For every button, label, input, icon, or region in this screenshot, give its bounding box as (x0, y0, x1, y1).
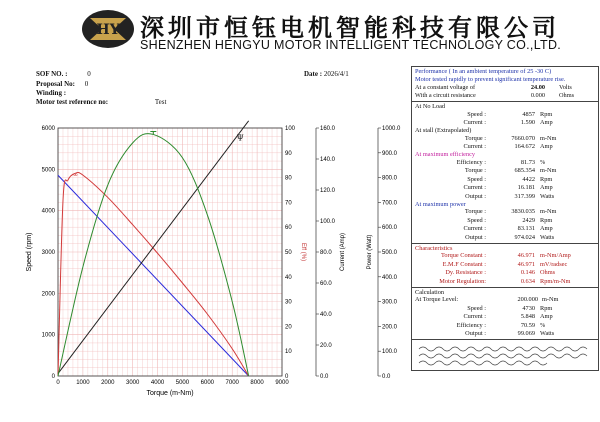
max-eff-unit: Amp (540, 184, 553, 192)
x-axis-title: Torque (m-Nm) (146, 390, 194, 397)
x-tick-label: 8000 (250, 380, 264, 386)
efficiency-tick-label: 20 (285, 324, 292, 331)
characteristics-label: E.M.F Constant : (442, 260, 486, 268)
signature-icon (415, 343, 595, 367)
stall-rows (415, 134, 595, 151)
efficiency-tick-label: 40 (285, 274, 292, 281)
characteristics-section (412, 244, 598, 288)
max-eff-row (415, 184, 595, 193)
calculation-label: Current : (463, 313, 486, 321)
characteristics-row (415, 260, 595, 269)
max-eff-unit: Rpm (540, 175, 553, 183)
test-reference: Motor test reference no: Test (36, 98, 167, 106)
no-load-unit: Amp (540, 119, 553, 127)
max-power-row (415, 208, 595, 217)
max-power-value: 2429 (522, 216, 535, 224)
power-tick-label: 700.0 (382, 200, 398, 207)
efficiency-tick-label: 30 (285, 299, 292, 306)
no-load-value: 1.590 (520, 119, 535, 127)
current-tick-label: 120.0 (320, 188, 336, 194)
characteristics-unit: Rpm/m-Nm (540, 277, 571, 285)
calculation-unit: Watts (540, 330, 555, 338)
max-efficiency-title: At maximum efficiency (415, 151, 476, 158)
max-eff-unit: % (540, 158, 546, 166)
max-eff-row (415, 175, 595, 184)
max-eff-value: 317.399 (514, 192, 535, 200)
efficiency-tick-label: 10 (285, 349, 292, 356)
circuit-resistance: With a circuit resistance 0.000 Ohms (415, 92, 575, 100)
efficiency-tick-label: 50 (285, 250, 292, 256)
calculation-row (415, 313, 595, 322)
stall-value: 7660.070 (511, 134, 535, 142)
x-tick-label: 5000 (175, 380, 190, 386)
speed-tick-label: 3000 (41, 250, 55, 256)
max-efficiency-rows (415, 158, 595, 201)
power-tick-label: 1000.0 (382, 126, 401, 132)
stall-unit: Amp (540, 143, 553, 151)
calculation-rows (415, 304, 595, 338)
test-date: Date : 2026/4/1 (304, 70, 349, 78)
characteristics-unit: Ohms (540, 269, 556, 277)
stall-label: Current : (463, 143, 486, 151)
max-power-value: 83.131 (517, 225, 535, 233)
x-tick-label: 2000 (101, 380, 115, 386)
x-tick-label: 7000 (225, 380, 239, 386)
efficiency-tick-label: 60 (285, 225, 292, 232)
current-tick-label: 20.0 (320, 343, 332, 349)
max-power-label: Torque : (464, 208, 486, 216)
no-load-unit: Rpm (540, 110, 553, 118)
max-eff-label: Efficiency : (456, 158, 486, 166)
signature-scribble (412, 340, 598, 370)
characteristics-row (415, 277, 595, 286)
efficiency-tick-label: 70 (285, 200, 292, 207)
max-eff-label: Current : (463, 184, 486, 192)
performance-panel (411, 66, 599, 371)
max-power-title: At maximum power (415, 200, 466, 208)
proposal-number: Proposal No: 0 (36, 80, 89, 88)
x-tick-label: 9000 (275, 380, 289, 386)
characteristics-row (415, 269, 595, 278)
max-power-unit: m-Nm (540, 208, 557, 216)
characteristics-row (415, 252, 595, 261)
svg-text:HY: HY (96, 22, 120, 38)
stall-unit: m-Nm (540, 134, 557, 142)
max-power-label: Speed : (467, 216, 486, 224)
calculation-label: Speed : (467, 304, 486, 312)
calculation-unit: Rpm (540, 304, 553, 312)
power-tick-label: 800.0 (382, 175, 398, 182)
current-end-marker: Ψ (236, 133, 244, 143)
max-power-row (415, 225, 595, 234)
calculation-value: 70.59 (520, 321, 535, 329)
max-power-unit: Watts (540, 233, 555, 241)
max-eff-unit: Watts (540, 192, 555, 200)
max-eff-label: Speed : (467, 175, 486, 183)
efficiency-tick-label: 90 (285, 150, 292, 157)
performance-title: Performance ( In an ambient temperature of 25 -30 C) (415, 68, 552, 75)
max-eff-value: 4422 (522, 175, 535, 183)
x-tick-label: 0 (56, 380, 60, 386)
stall-row (415, 143, 595, 152)
winding: Winding : (36, 89, 67, 97)
power-tick-label: 200.0 (382, 324, 398, 331)
efficiency-tick-label: 100 (285, 126, 296, 132)
current-tick-label: 160.0 (320, 126, 336, 132)
max-efficiency-marker: ∞ (73, 171, 79, 179)
max-power-value: 974.024 (514, 233, 535, 241)
characteristics-value: 46.971 (517, 260, 535, 268)
max-power-label: Output : (465, 233, 486, 241)
company-name-en: SHENZHEN HENGYU MOTOR INTELLIGENT TECHNOLOGY CO.,LTD. (140, 38, 562, 52)
characteristics-label: Torque Constant : (440, 252, 486, 260)
characteristics-label: Dy. Resistance : (445, 269, 486, 277)
max-eff-label: Output : (465, 192, 486, 200)
stall-label: Torque : (464, 134, 486, 142)
max-power-row (415, 216, 595, 225)
no-load-row (415, 110, 595, 119)
characteristics-unit: mV/radsec (540, 260, 568, 268)
current-axis-title: Current (Amp) (340, 232, 346, 272)
no-load-rows (415, 110, 595, 127)
performance-header (412, 67, 598, 102)
speed-tick-label: 4000 (41, 208, 55, 215)
max-power-value: 3830.035 (511, 208, 535, 216)
calculation-row (415, 304, 595, 313)
operating-points (412, 102, 598, 244)
speed-tick-label: 6000 (41, 126, 55, 132)
efficiency-axis-title: Eff (%) (300, 242, 306, 262)
stall-value: 164.672 (514, 143, 535, 151)
no-load-row (415, 119, 595, 128)
calculation-label: Efficiency : (456, 321, 486, 329)
no-load-label: Current : (463, 119, 486, 127)
stall-row (415, 134, 595, 143)
company-name-cn: 深圳市恒钰电机智能科技有限公司 (140, 14, 560, 42)
characteristics-unit: m-Nm/Amp (540, 252, 571, 260)
x-tick-label: 4000 (150, 380, 165, 386)
current-tick-label: 100.0 (320, 219, 336, 225)
characteristics-rows (415, 252, 595, 286)
power-tick-label: 100.0 (382, 349, 398, 356)
performance-chart (0, 115, 410, 405)
max-eff-unit: m-Nm (540, 167, 557, 175)
efficiency-tick-label: 80 (285, 175, 292, 182)
max-power-label: Current : (463, 225, 486, 233)
speed-tick-label: 5000 (41, 167, 55, 174)
max-power-rows (415, 208, 595, 242)
characteristics-value: 0.634 (520, 277, 535, 285)
max-eff-label: Torque : (464, 167, 486, 175)
calculation-row (415, 330, 595, 339)
no-load-label: Speed : (467, 110, 486, 118)
speed-tick-label: 2000 (41, 291, 55, 298)
speed-axis-title: Speed (rpm) (26, 232, 33, 272)
no-load-value: 4857 (522, 110, 535, 118)
calculation-value: 5.848 (520, 313, 535, 321)
max-power-unit: Rpm (540, 216, 553, 224)
x-tick-label: 6000 (200, 380, 215, 386)
power-tick-label: 500.0 (382, 250, 398, 256)
max-eff-row (415, 167, 595, 176)
power-axis-title: Power (Watt) (367, 234, 373, 270)
max-power-unit: Amp (540, 225, 553, 233)
calculation-value: 4730 (522, 304, 535, 312)
characteristics-value: 46.971 (517, 252, 535, 260)
power-tick-label: 300.0 (382, 299, 398, 306)
power-tick-label: 600.0 (382, 225, 398, 232)
current-tick-label: 40.0 (320, 312, 332, 318)
speed-tick-label: 0 (51, 374, 55, 380)
calculation-row (415, 321, 595, 330)
x-tick-label: 3000 (125, 380, 140, 386)
constant-voltage: At a constant voltage of 24.00 Volts (415, 83, 572, 91)
max-eff-row (415, 192, 595, 201)
characteristics-value: 0.146 (520, 269, 535, 277)
speed-tick-label: 1000 (41, 332, 55, 339)
power-tick-label: 900.0 (382, 150, 398, 157)
current-tick-label: 80.0 (320, 250, 332, 256)
calculation-torque-level: At Torque Level: 200.000 m-Nm (415, 296, 559, 304)
max-power-row (415, 233, 595, 242)
company-logo-icon (80, 8, 136, 50)
max-eff-value: 685.354 (514, 167, 535, 175)
no-load-title: At No Load (415, 103, 446, 110)
max-eff-value: 81.73 (520, 158, 535, 166)
characteristics-label: Motor Regulation: (439, 277, 486, 285)
report-header (0, 0, 600, 60)
current-tick-label: 60.0 (320, 281, 332, 287)
calculation-unit: Amp (540, 313, 553, 321)
power-tick-label: 400.0 (382, 274, 398, 281)
power-tick-label: 0.0 (382, 374, 391, 380)
efficiency-tick-label: 0 (285, 374, 289, 380)
calculation-section (412, 288, 598, 341)
calculation-title: Calculation (415, 288, 445, 296)
current-tick-label: 140.0 (320, 157, 336, 163)
characteristics-title: Characteristics (415, 244, 453, 252)
performance-note: Motor tested rapidly to prevent significant temperature rise. (415, 75, 566, 83)
sof-number: SOF NO. : 0 (36, 70, 91, 78)
max-eff-value: 16.181 (517, 184, 535, 192)
calculation-unit: % (540, 321, 546, 329)
max-eff-row (415, 158, 595, 167)
current-tick-label: 0.0 (320, 374, 329, 380)
calculation-label: Output : (465, 330, 486, 338)
calculation-value: 99.069 (517, 330, 535, 338)
x-tick-label: 1000 (76, 380, 90, 386)
stall-title: At stall (Extrapolated) (415, 127, 472, 134)
